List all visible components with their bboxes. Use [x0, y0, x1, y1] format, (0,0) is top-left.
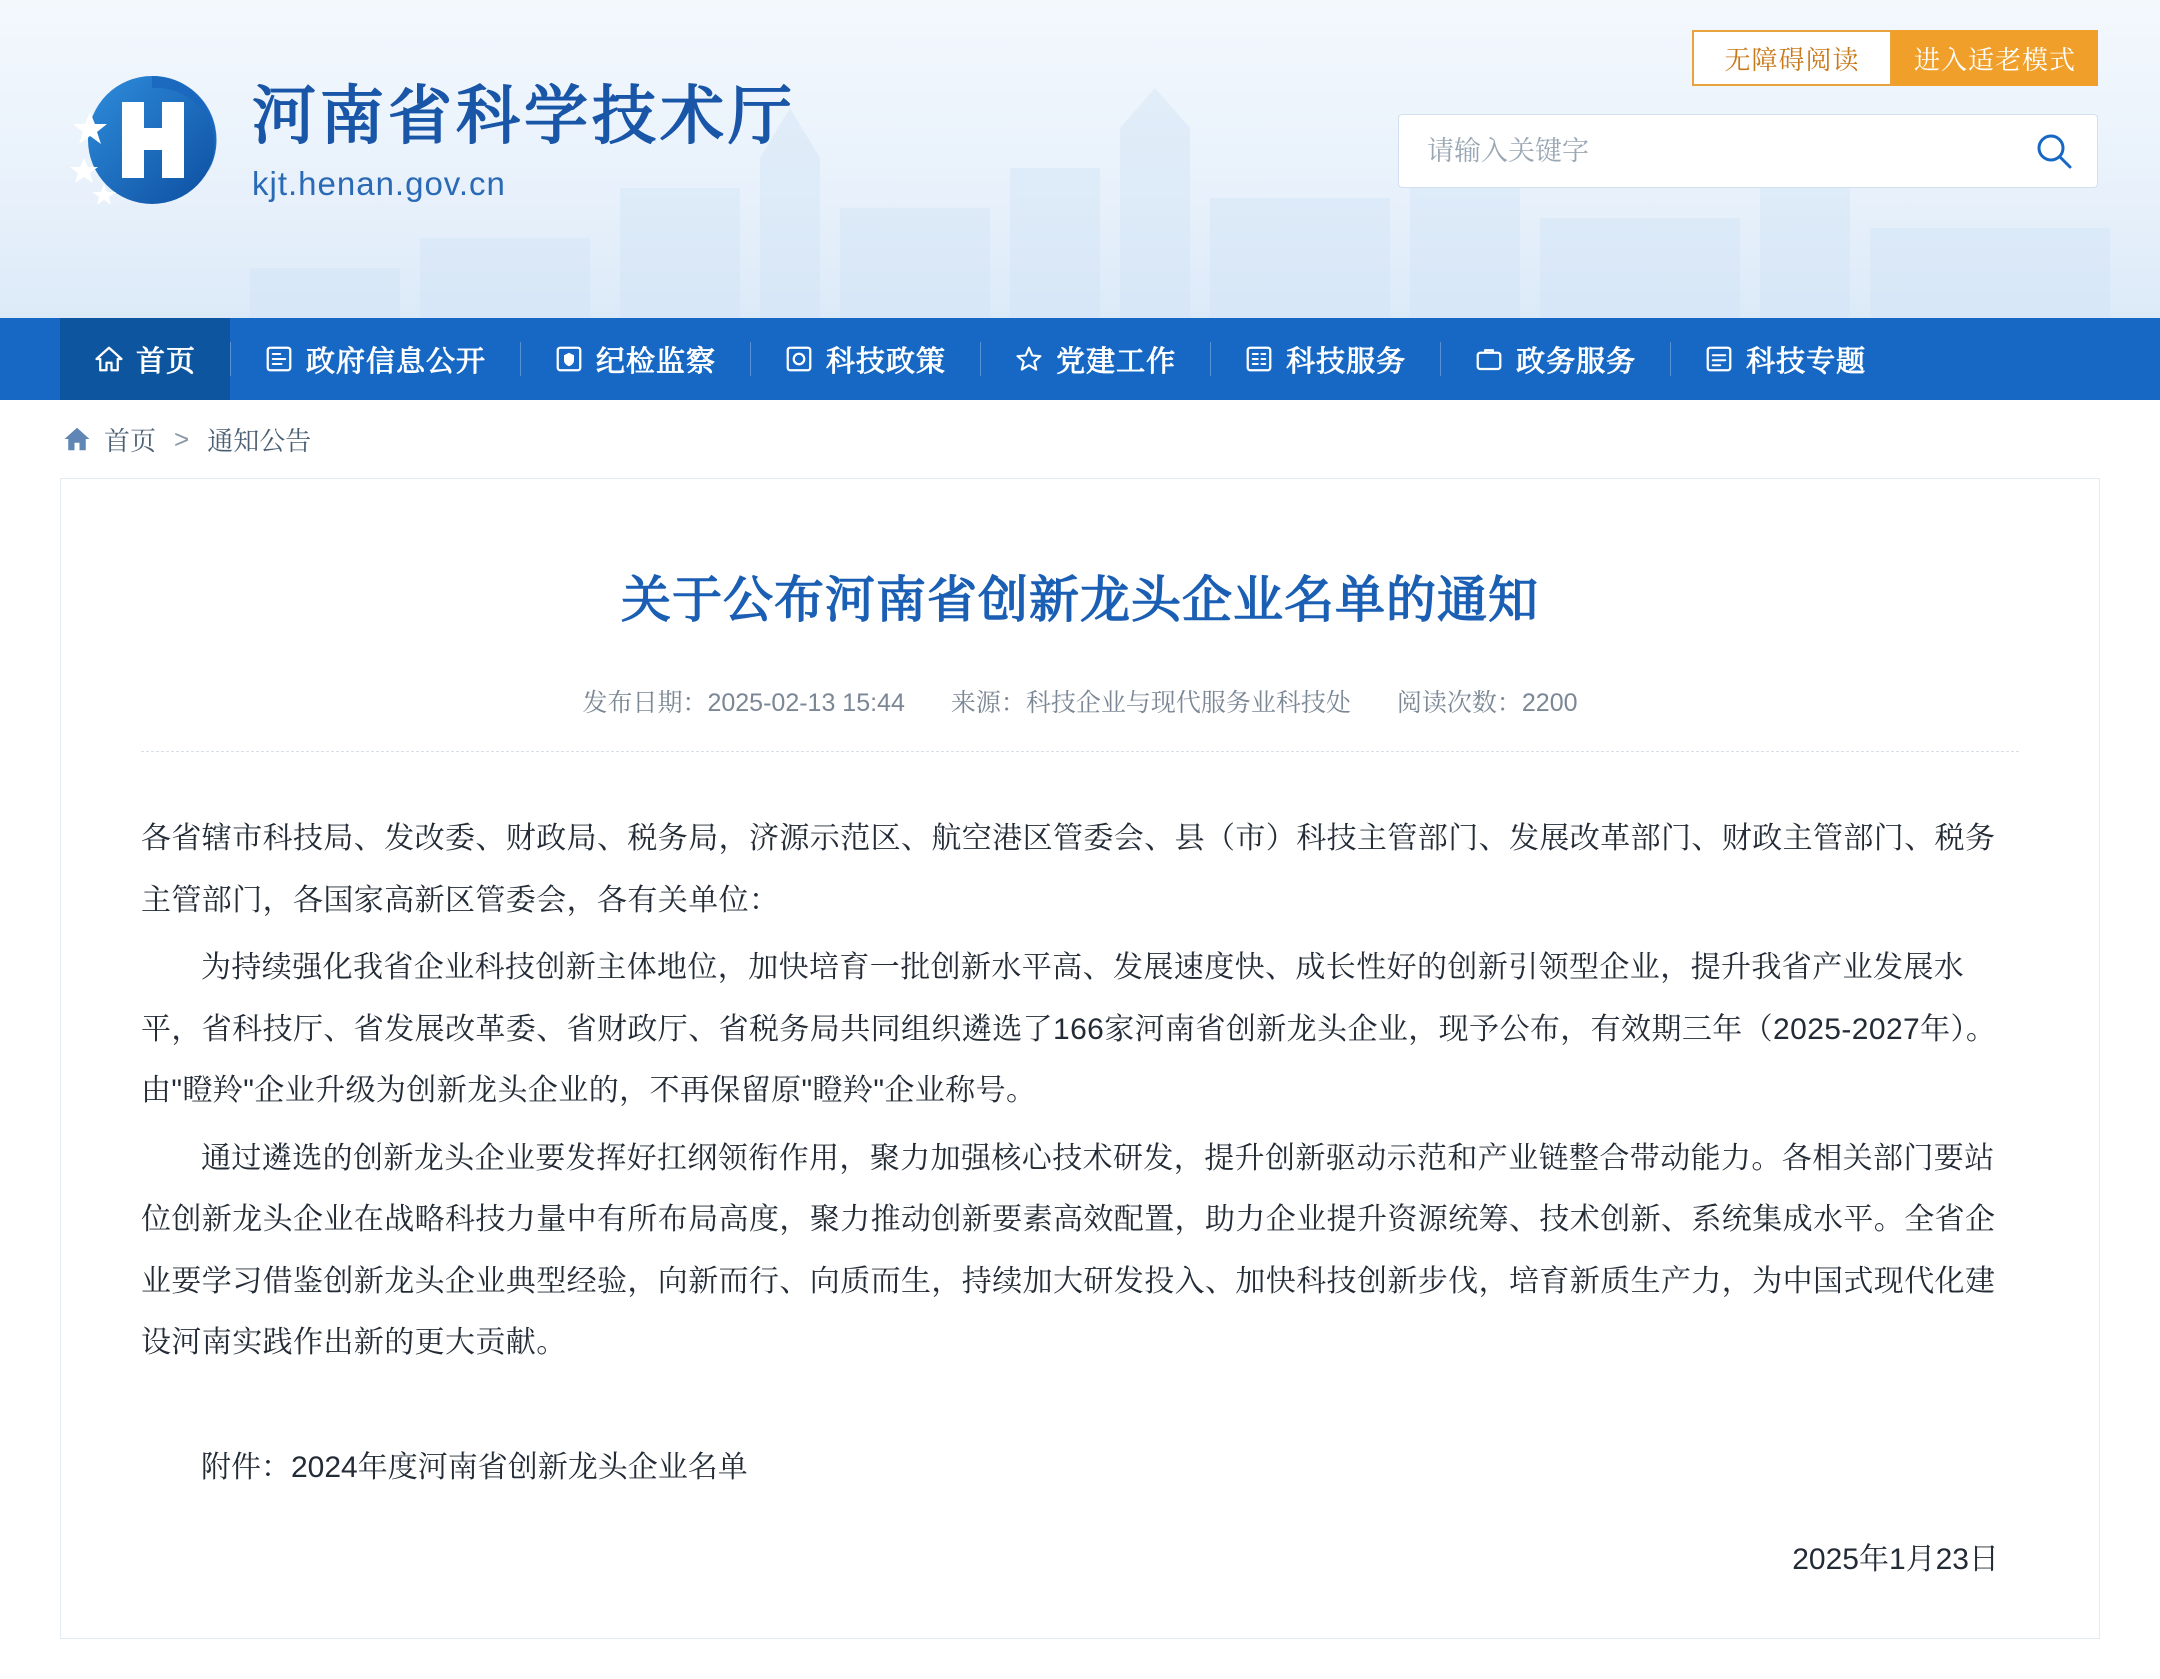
site-search[interactable] [1398, 114, 2098, 188]
article-container [0, 478, 2160, 1679]
publish-date-value: 2025-02-13 15:44 [707, 689, 905, 717]
star-icon [1014, 344, 1044, 374]
nav-item-government-info[interactable] [230, 318, 520, 400]
breadcrumb-current[interactable]: 通知公告 [207, 425, 312, 456]
nav-label: 政务服务 [1516, 345, 1637, 378]
nav-label: 科技服务 [1286, 345, 1407, 378]
breadcrumb-home-link[interactable]: 首页 [104, 425, 157, 456]
site-logo[interactable] [60, 62, 796, 222]
nav-item-home[interactable] [60, 318, 230, 400]
nav-item-science-topics[interactable] [1670, 318, 1900, 400]
nav-label: 科技专题 [1746, 345, 1867, 378]
views-label: 阅读次数： [1396, 689, 1522, 717]
nav-label: 首页 [136, 345, 197, 378]
accessibility-reading-button[interactable]: 无障碍阅读 [1692, 30, 1892, 86]
article-paragraph: 通过遴选的创新龙头企业要发挥好扛纲领衔作用，聚力加强核心技术研发，提升创新驱动示范和产业链整合带动能力。各相关部门要站位创新龙头企业在战略科技力量中有所布局高度，聚力推动创新要素高效配置，助力企业提升资源统筹、技术创新、系统集成水平。全省企业要学习借鉴创新龙头企业典型经验，向新而行、向质而生，持续加大研发投入、加快科技创新步伐，培育新质生产力，为中国式现代化建设河南实践作出新的更大贡献。 [141, 1141, 1996, 1359]
nav-item-science-policy[interactable] [750, 318, 980, 400]
article-card [60, 478, 2100, 1639]
nav-item-science-service[interactable] [1210, 318, 1440, 400]
search-icon [2033, 130, 2075, 172]
nav-item-government-service[interactable] [1440, 318, 1670, 400]
breadcrumb [0, 400, 2160, 478]
article-source [951, 683, 1351, 719]
article-body [141, 808, 2019, 1374]
search-button[interactable] [2011, 115, 2097, 187]
views-value: 2200 [1521, 689, 1578, 717]
nav-label: 党建工作 [1056, 345, 1177, 378]
site-domain: kjt.henan.gov.cn [252, 165, 506, 203]
nav-label: 纪检监察 [596, 345, 717, 378]
henan-kjt-logo-icon [60, 62, 238, 222]
policy-icon [784, 344, 814, 374]
publish-date-label: 发布日期： [582, 689, 708, 717]
briefcase-icon [1474, 344, 1504, 374]
signature-date: 2025年1月23日 [1792, 1542, 1999, 1576]
document-icon [264, 344, 294, 374]
home-icon [94, 344, 124, 374]
publish-date [582, 683, 904, 719]
attachment-line[interactable]: 附件：2024年度河南省创新龙头企业名单 [201, 1450, 748, 1484]
source-label: 来源： [950, 689, 1026, 717]
header-utility-buttons [1692, 30, 2098, 86]
article-paragraph: 各省辖市科技局、发改委、财政局、税务局，济源示范区、航空港区管委会、县（市）科技主管部门、发展改革部门、财政主管部门、税务主管部门，各国家高新区管委会，各有关单位： [141, 822, 1996, 917]
site-header [0, 0, 2160, 318]
home-icon [62, 424, 92, 454]
search-input[interactable] [1399, 136, 2011, 167]
article-meta [141, 683, 2019, 719]
elder-mode-button[interactable]: 进入适老模式 [1892, 30, 2098, 86]
nav-item-discipline-inspection[interactable] [520, 318, 750, 400]
meta-divider [141, 751, 2019, 752]
nav-label: 政府信息公开 [306, 345, 487, 378]
site-title: 河南省科学技术厅 [252, 79, 796, 152]
breadcrumb-separator: > [174, 423, 190, 454]
list-icon [1704, 344, 1734, 374]
nav-label: 科技政策 [826, 345, 947, 378]
service-icon [1244, 344, 1274, 374]
source-value: 科技企业与现代服务业科技处 [1025, 689, 1351, 717]
article-paragraph: 为持续强化我省企业科技创新主体地位，加快培育一批创新水平高、发展速度快、成长性好的创新引领型企业，提升我省产业发展水平，省科技厅、省发展改革委、省财政厅、省税务局共同组织遴选了166家河南省创新龙头企业，现予公布，有效期三年（2025-2027年）。由"瞪羚"企业升级为创新龙头企业的，不再保留原"瞪羚"企业称号。 [141, 951, 1997, 1107]
view-count [1397, 683, 1578, 719]
shield-icon [554, 344, 584, 374]
nav-item-party-building[interactable] [980, 318, 1210, 400]
main-navigation [0, 318, 2160, 400]
page-title: 关于公布河南省创新龙头企业名单的通知 [621, 572, 1539, 628]
